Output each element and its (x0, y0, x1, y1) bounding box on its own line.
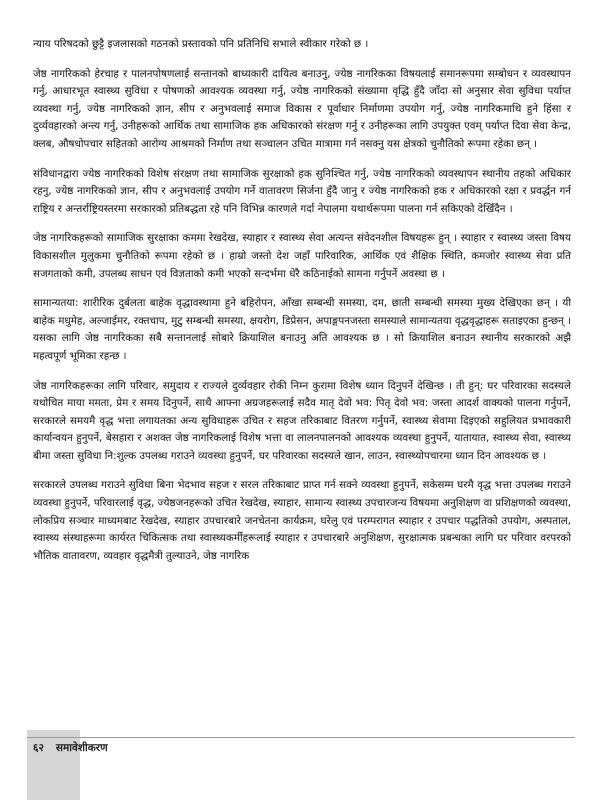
section-title: समावेशीकरण (55, 742, 108, 754)
paragraph-3: संविधानद्वारा ज्येष्ठ नागरिकको विशेष संरक्षण तथा सामाजिक सुरक्षाको हक सुनिश्चित गर्नु, ज्येष्ठ नागरिकको व्यवस्थापन स्थानीय तहको अधिकार रहनु, ज्येष्ठ नागरिकको ज्ञान, सीप र अनुभवलाई उपयोग गर्ने वातावरण सिर्जना हुँदै जानु र ज्येष्ठ नागरिकको हक र अधिकारको रक्षा र प्रवर्द्धन गर्न राष्ट्रिय र अन्तर्राष्ट्रियस्तरमा सरकारको प्रतिबद्धता रहे पनि विभिन्न कारणले गर्दा नेपालमा यथार्थरूपमा पालना गर्न सकिएको देखिँदैन । (33, 167, 571, 215)
page-body (33, 36, 571, 577)
paragraph-1: न्याय परिषदको छुट्टै इजलासको गठनको प्रस्तावको पनि प्रतिनिधि सभाले स्वीकार गरेको छ । (33, 38, 369, 50)
paragraph-2: जेष्ठ नागरिकको हेरचाह र पालनपोषणलाई सन्तानको बाध्यकारी दायित्व बनाउनु, ज्येष्ठ नागरिकका विषयलाई समानरूपमा सम्बोधन र व्यवस्थापन गर्नु, आधारभूत स्वास्थ्य सुविधा र पोषणको आवश्यक व्यवस्था गर्नु, ज्येष्ठ नागरिकको संख्यामा वृद्धि हुँदै जाँदा सो अनुसार सेवा सुविधा पर्याप्त व्यवस्था गर्नु, ज्येष्ठ नागरिकको ज्ञान, सीप र अनुभवलाई समाज विकास र पूर्वाधार निर्माणमा उपयोग गर्नु, ज्येष्ठ नागरिकमाथि हुने हिंसा र दुर्व्यवहारको अन्त्य गर्नु, उनीहरूको आर्थिक तथा सामाजिक हक अधिकारको संरक्षण गर्नु र उनीहरूका लागि उपयुक्त एवम् पर्याप्त दिवा सेवा केन्द्र, क्लब, औषधोपचार सहितको आरोग्य आश्रमको निर्माण तथा सञ्चालन उचित मात्रामा गर्न नसक्नु यस क्षेत्रको चुनौतिको रूपमा रहेका छन् । (33, 67, 571, 150)
page-number: ६२ (33, 742, 44, 754)
paragraph-5: सामान्यतया: शारीरिक दुर्बलता बाहेक वृद्धावस्थामा हुने बहिरोपन, आँखा सम्बन्धी समस्या, दम, छाती सम्बन्धी समस्या मुख्य देखिएका छन् । यी बाहेक मधुमेह, अल्जाईमर, रक्तचाप, मुटु सम्बन्धी समस्या, क्षयरोग, डिप्रेसन, अपाङ्गपनजस्ता समस्याले सामान्यतया वृद्धवृद्धाहरू सताइएका हुन्छन् । यसका लागि जेष्ठ नागरिकका सबै सन्तानलाई सोबारे क्रियाशिल बनाउनु अति आवश्यक छ । सो क्रियाशिल बनाउन स्थानीय सरकारको अझै महत्वपूर्ण भूमिका रहन्छ । (33, 297, 571, 362)
paragraph-4: जेष्ठ नागरिकहरूको सामाजिक सुरक्षाका कममा रेखदेख, स्याहार र स्वास्थ्य सेवा अत्यन्त संवेदनशील विषयहरू हुन् । स्याहार र स्वास्थ्य जस्ता विषय विकासशील मुलुकमा चुनौतिको रूपमा रहेको छ । हाम्रो जस्तो देश जहाँ पारिवारिक, आर्थिक एवं शैक्षिक स्थिति, कमजोर स्वास्थ्य सेवा प्रति सजगताको कमी, उपलब्ध साधन एवं विज्ञताको कमी भएको सन्दर्भमा धेरै कठिनाईको सामना गर्नुपर्ने अवस्था छ । (33, 232, 571, 280)
paragraph-7: सरकारले उपलब्ध गराउने सुविधा बिना भेदभाव सहज र सरल तरिकाबाट प्राप्त गर्न सक्ने व्यवस्था हुनुपर्ने, सकेसम्म घरमै वृद्ध भत्ता उपलब्ध गराउने व्यवस्था हुनुपर्ने, परिवारलाई वृद्ध, ज्येष्ठजनहरूको उचित रेखदेख, स्याहार, सामान्य स्वास्थ्य उपचारजन्य विषयमा अनुशिक्षण वा प्रशिक्षणको व्यवस्था, लोकप्रिय सञ्चार माध्यमबाट रेखदेख, स्याहार उपचारबारे जनचेतना कार्यक्रम, घरेलु एवं परम्परागत स्याहार र उपचार पद्धतिको उपयोग, अस्पताल, स्वास्थ्य संस्थाहरूमा कार्यरत चिकित्सक तथा स्वास्थ्यकर्मीहरूलाई स्याहार र उपचारबारे अनुशिक्षण, सुरक्षात्मक प्रबन्धका लागि घर परिवार वरपरको भौतिक वातावरण, व्यवहार वृद्धमैत्री तुल्याउने, जेष्ठ नागरिक (33, 479, 571, 562)
footer-divider (27, 737, 575, 738)
paragraph-6: जेष्ठ नागरिकहरूका लागि परिवार, समुदाय र राज्यले दुर्व्यवहार रोकी निम्न कुरामा विशेष ध्यान दिनुपर्ने देखिन्छ । ती हुन्: घर परिवारका सदस्यले यथोचित माया ममता, प्रेम र समय दिनुपर्ने, साथै आफ्ना अग्रजहरूलाई सदैव मातृ देवो भव: पितृ देवो भव: जस्ता आदर्श वाक्यको पालना गर्नुपर्ने, सरकारले समयमै वृद्ध भत्ता लगायतका अन्य सुविधाहरू उचित र सहज तरिकाबाट वितरण गर्नुपर्ने, स्वास्थ्य सेवामा दिइएको सहुलियत प्रभावकारी कार्यान्वयन हुनुपर्ने, बेसहारा र अशक्त जेष्ठ नागरिकलाई विशेष भत्ता वा लालनपालनको आवश्यक व्यवस्था हुनुपर्ने, यातायात, स्वास्थ्य सेवा, स्वास्थ्य बीमा जस्ता सुविधा नि:शुल्क उपलब्ध गराउने व्यवस्था हुनुपर्ने, घर परिवारका सदस्यले खान, लाउन, स्वास्थ्योपचारमा ध्यान दिन आवश्यक छ । (33, 379, 571, 462)
page-footer (33, 741, 108, 755)
